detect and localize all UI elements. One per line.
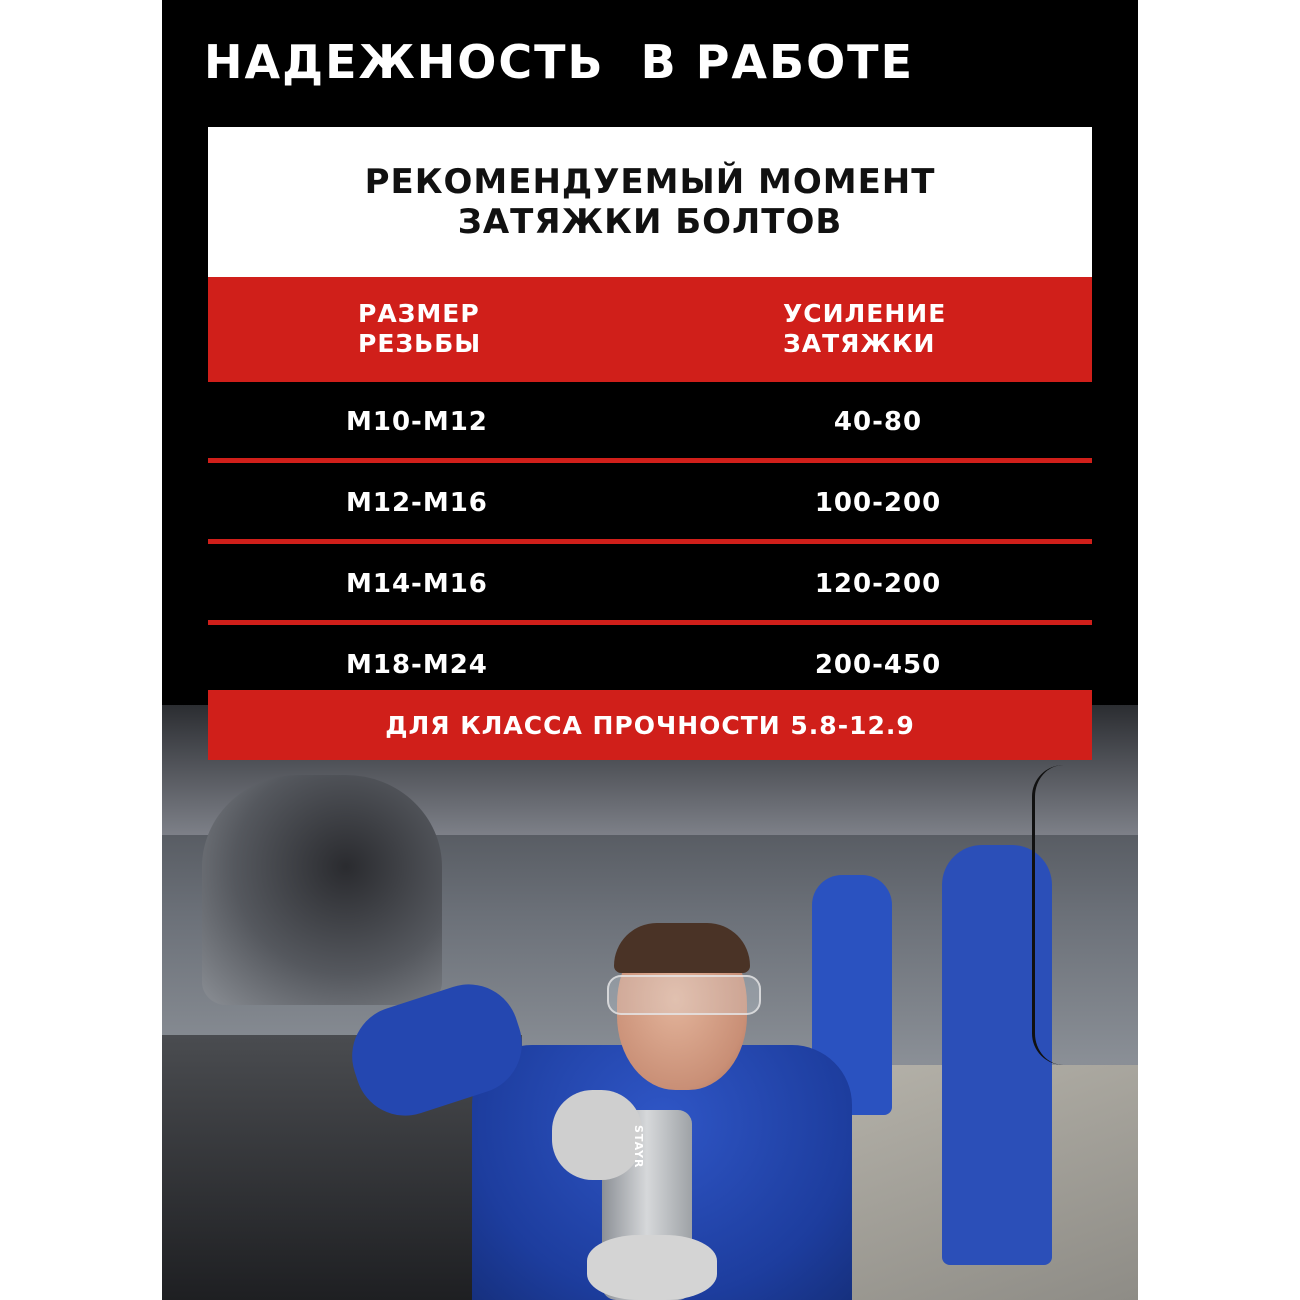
page-title: НАДЕЖНОСТЬ В РАБОТЕ <box>204 35 914 89</box>
factory-worker-photo <box>162 705 1138 1300</box>
table-row <box>208 463 1092 539</box>
thread-size: M14-M16 <box>346 569 488 599</box>
table-heading-card <box>208 127 1092 277</box>
glove <box>587 1235 717 1300</box>
header-text: РЕЗЬБЫ <box>358 329 482 358</box>
torque-value: 40-80 <box>833 407 923 437</box>
heading-line-2: ЗАТЯЖКИ БОЛТОВ <box>457 202 843 242</box>
strength-class-note: ДЛЯ КЛАССА ПРОЧНОСТИ 5.8-12.9 <box>208 690 1092 760</box>
table-row <box>208 382 1092 458</box>
torque-value: 120-200 <box>814 569 942 599</box>
worker-hair <box>614 923 750 973</box>
product-poster <box>162 0 1138 1300</box>
column-header-size <box>358 299 608 359</box>
torque-value: 100-200 <box>814 488 942 518</box>
tool-brand-label: STAYR <box>632 1125 645 1169</box>
table-header <box>208 277 1092 382</box>
torque-value: 200-450 <box>814 650 942 680</box>
safety-glasses <box>607 975 761 1015</box>
thread-size: M12-M16 <box>346 488 488 518</box>
header-text: ЗАТЯЖКИ <box>783 329 936 358</box>
table-row <box>208 544 1092 620</box>
header-text: УСИЛЕНИЕ <box>783 299 947 328</box>
torque-table <box>208 382 1092 701</box>
coiled-cable <box>1032 765 1095 1065</box>
thread-size: M10-M12 <box>346 407 488 437</box>
glove <box>552 1090 642 1180</box>
worker-figure <box>352 875 872 1300</box>
column-header-torque <box>783 299 1043 359</box>
thread-size: M18-M24 <box>346 650 488 680</box>
heading-line-1: РЕКОМЕНДУЕМЫЙ МОМЕНТ <box>364 162 936 202</box>
header-text: РАЗМЕР <box>358 299 480 328</box>
